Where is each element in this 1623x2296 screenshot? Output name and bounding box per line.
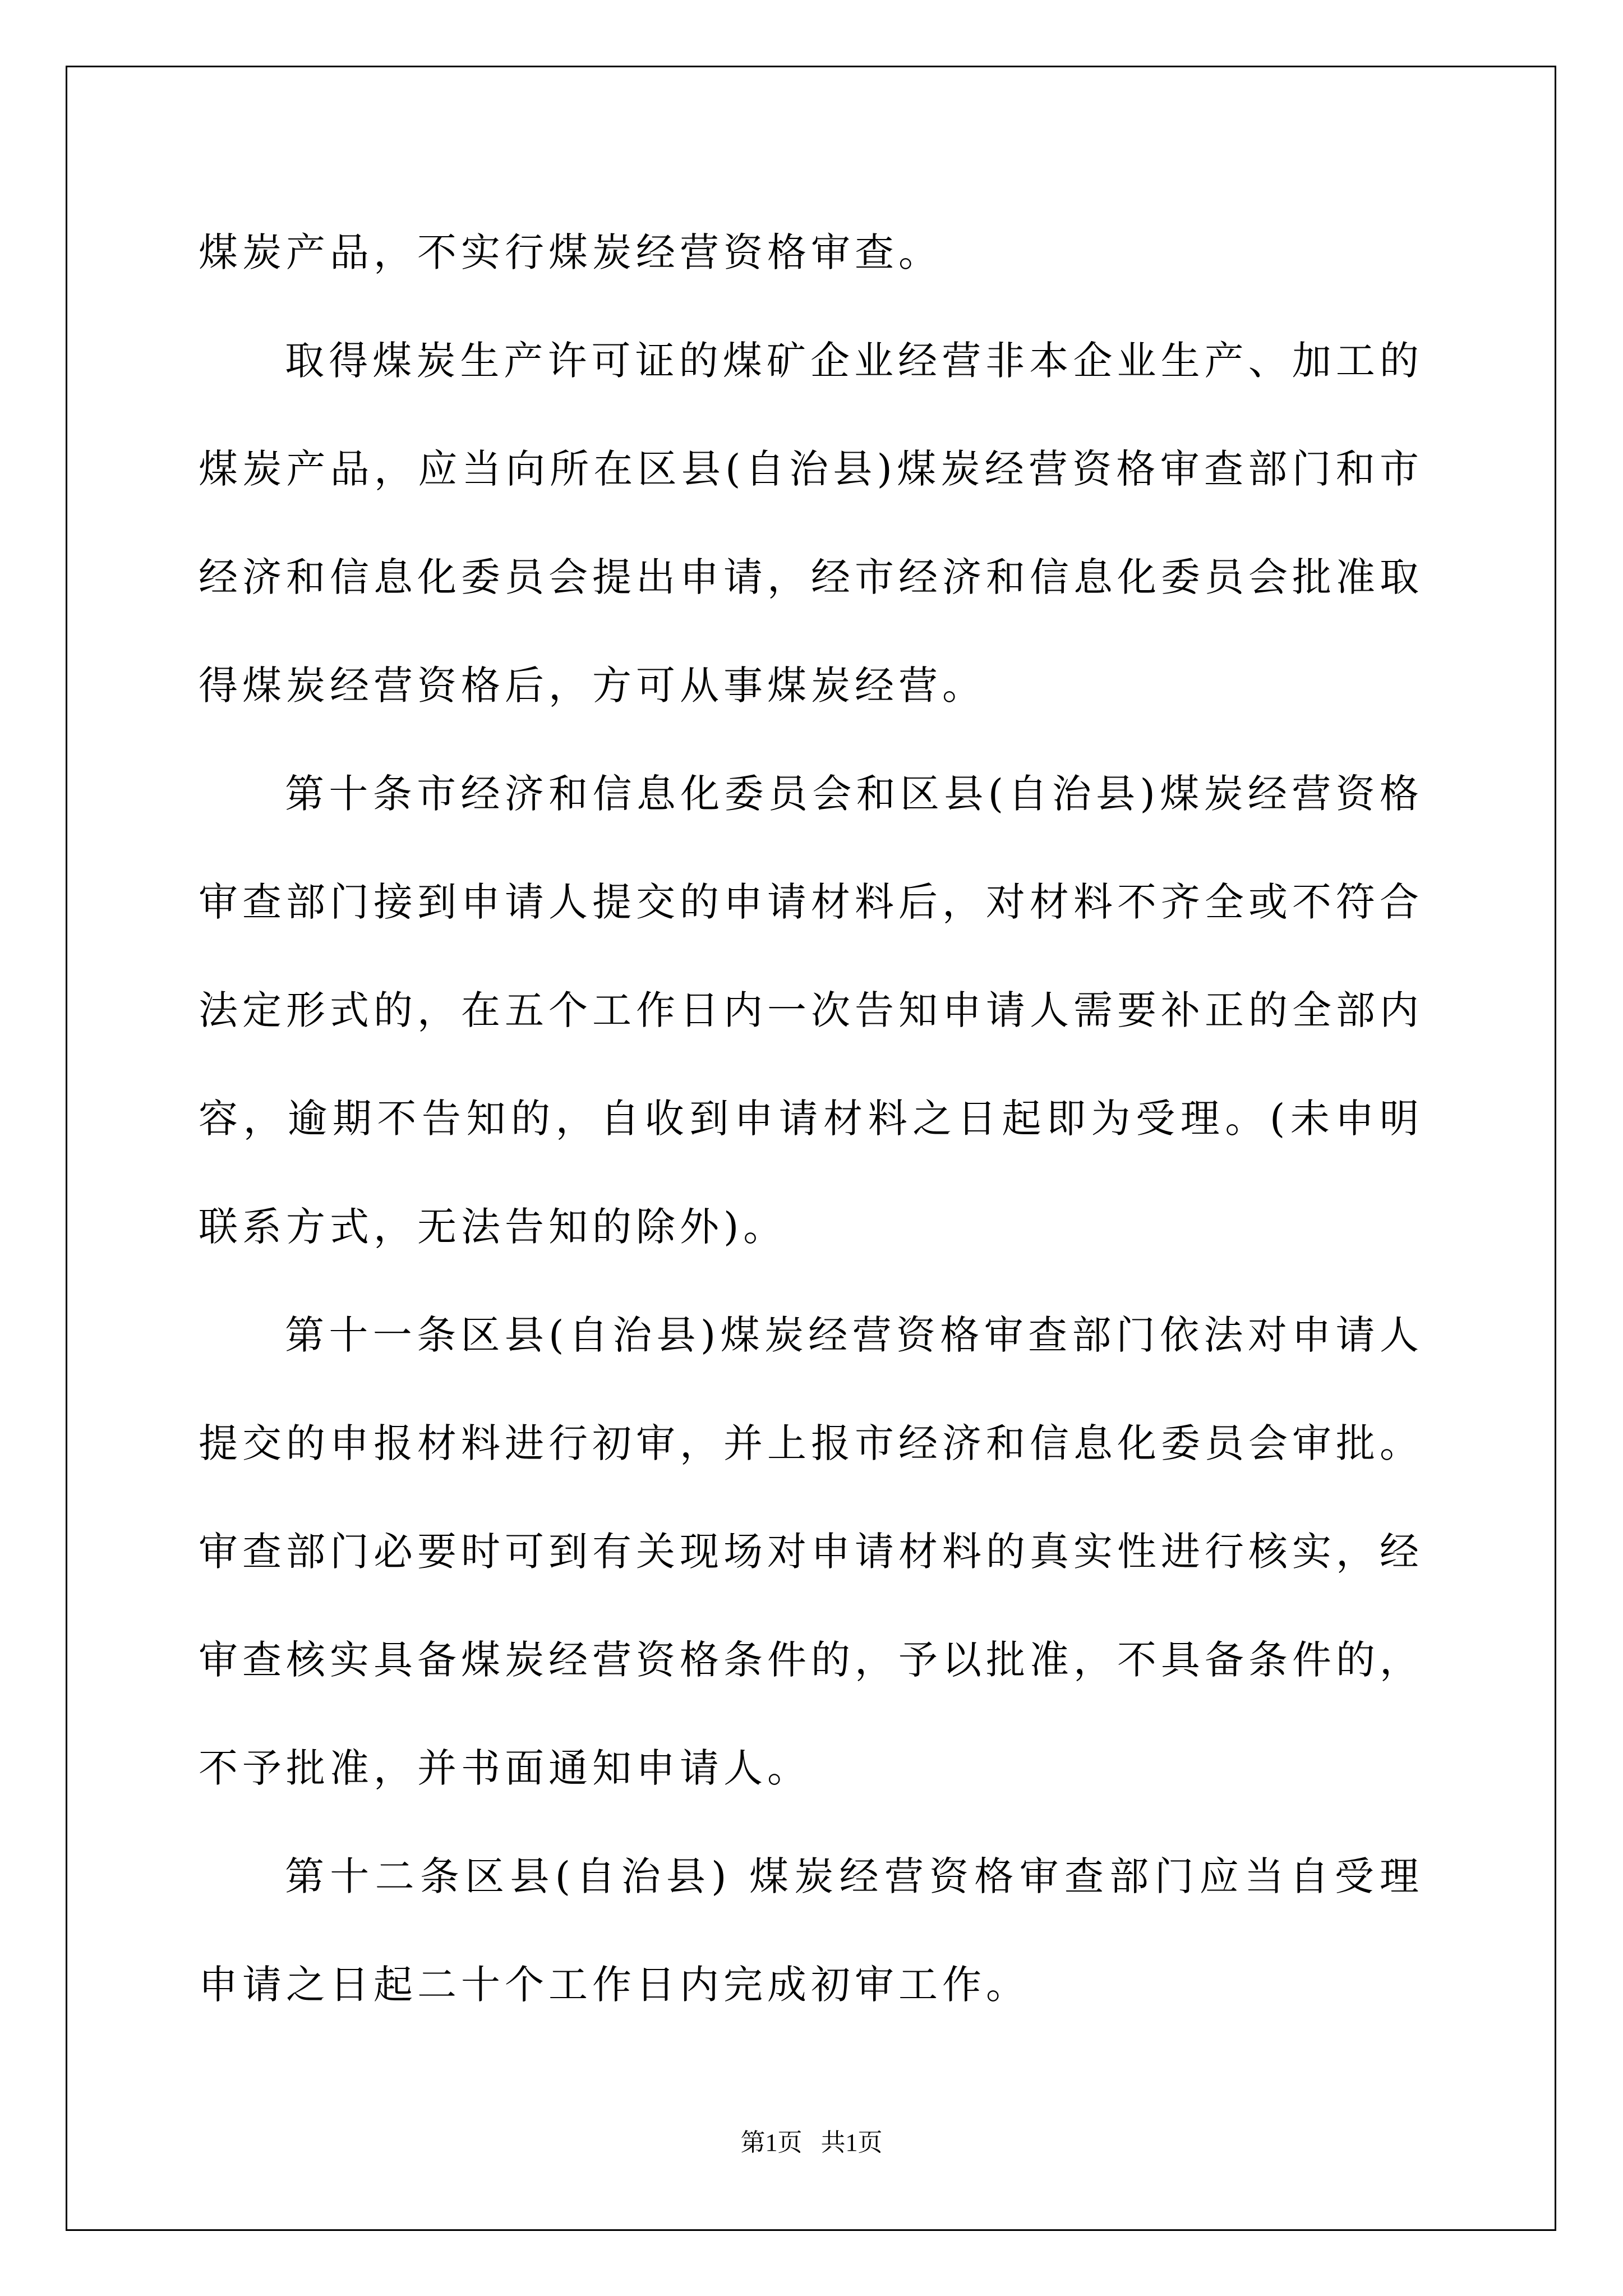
page-footer: 第1页 共1页 — [740, 2129, 883, 2156]
paragraph-article-10: 第十条市经济和信息化委员会和区县(自治县)煤炭经营资格审查部门接到申请人提交的申请材料后，对材料不齐全或不符合法定形式的，在五个工作日内一次告知申请人需要补正的全部内容，逾期不告知的，自收到申请材料之日起即为受理。(未申明联系方式，无法告知的除外)。 — [199, 771, 1423, 1250]
paragraph-article-12: 第十二条区县(自治县) 煤炭经营资格审查部门应当自受理申请之日起二十个工作日内完成初审工作。 — [199, 1853, 1423, 2008]
paragraph-1: 煤炭产品，不实行煤炭经营资格审查。 — [199, 229, 942, 275]
document-body — [199, 199, 1423, 2039]
paragraph-article-11: 第十一条区县(自治县)煤炭经营资格审查部门依法对申请人提交的申报材料进行初审，并上报市经济和信息化委员会审批。审查部门必要时可到有关现场对申请材料的真实性进行核实，经审查核实具备煤炭经营资格条件的，予以批准，不具备条件的，不予批准，并书面通知申请人。 — [199, 1312, 1423, 1791]
paragraph-2: 取得煤炭生产许可证的煤矿企业经营非本企业生产、加工的煤炭产品，应当向所在区县(自治县)煤炭经营资格审查部门和市经济和信息化委员会提出申请，经市经济和信息化委员会批准取得煤炭经营资格后，方可从事煤炭经营。 — [199, 338, 1423, 708]
